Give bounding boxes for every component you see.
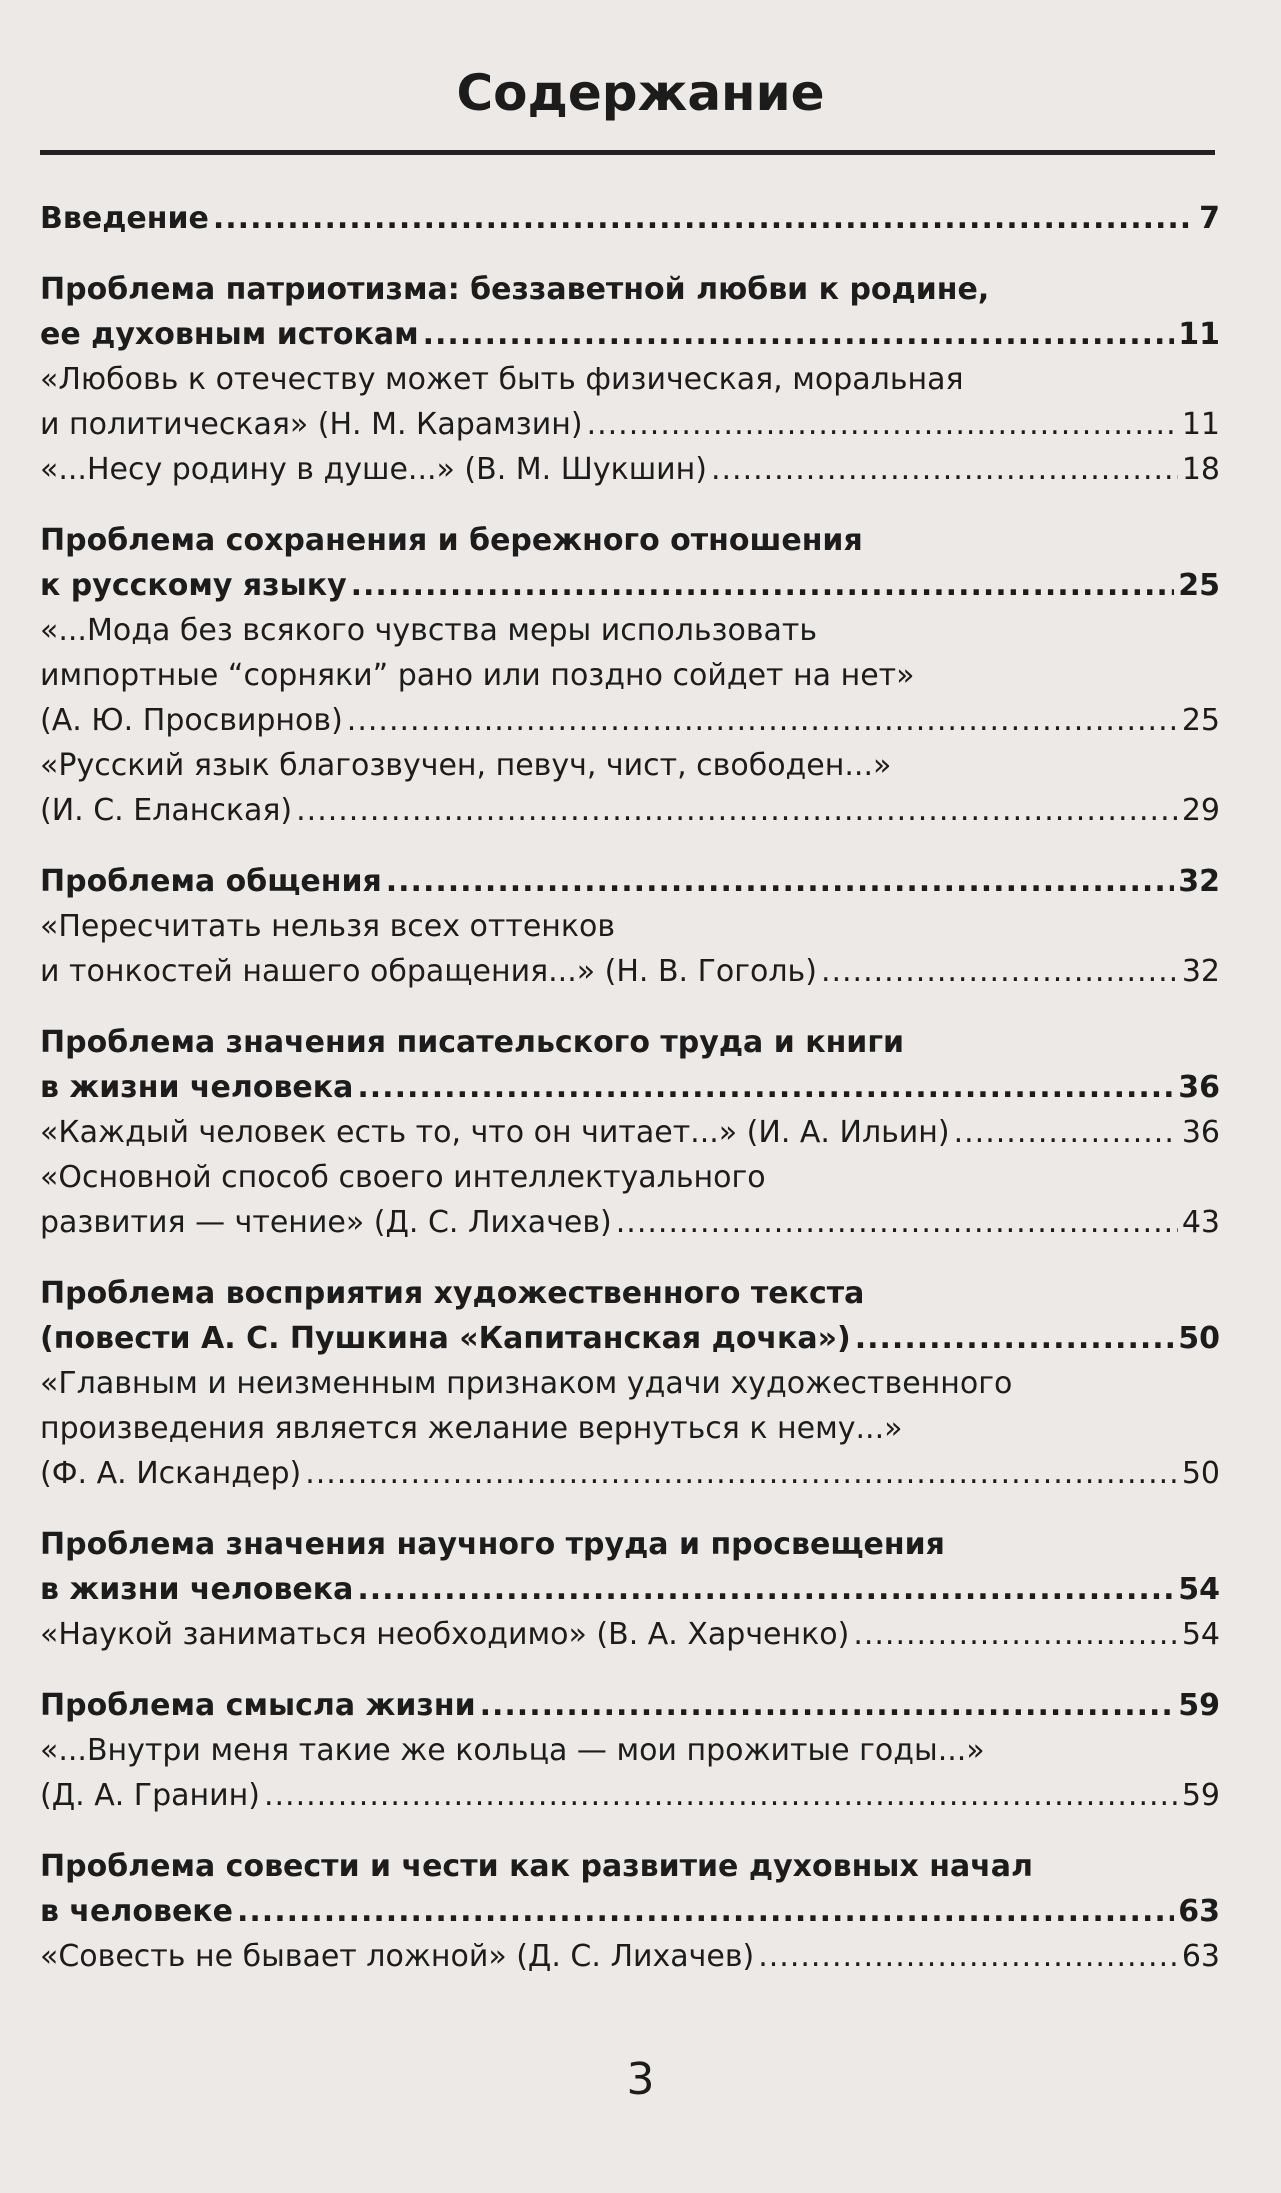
toc-entry-line: [40, 1200, 1220, 1245]
toc-line-text: «Русский язык благозвучен, певуч, чист, свободен...»: [40, 748, 892, 783]
toc-line-text: ее духовным истокам: [40, 317, 419, 352]
dot-leader: [821, 949, 1178, 994]
toc-heading-line: [40, 1889, 1220, 1934]
toc-page-number: 59: [1181, 1778, 1220, 1813]
toc-page-number: 54: [1181, 1617, 1220, 1652]
dot-leader: [347, 698, 1178, 743]
toc-heading-line: [40, 1271, 1220, 1316]
page-title: Содержание: [456, 64, 825, 122]
toc-entry-line: [40, 1361, 1220, 1406]
toc-line-text: (Д. А. Гранин): [40, 1778, 260, 1813]
toc-line-text: в жизни человека: [40, 1572, 354, 1607]
toc-line-text: произведения является желание вернуться к нему...»: [40, 1411, 903, 1446]
toc-line-text: в жизни человека: [40, 1070, 354, 1105]
toc-entry-line: [40, 788, 1220, 833]
toc-heading-line: [40, 312, 1220, 357]
toc-heading-line: [40, 1567, 1220, 1612]
toc-line-text: «...Внутри меня такие же кольца — мои прожитые годы...»: [40, 1733, 985, 1768]
dot-leader: [264, 1773, 1178, 1818]
toc-heading-line: [40, 1065, 1220, 1110]
toc-line-text: «Совесть не бывает ложной» (Д. С. Лихачев): [40, 1939, 755, 1974]
toc-line-text: Проблема патриотизма: беззаветной любви к родине,: [40, 272, 990, 307]
toc-entry-line: [40, 447, 1220, 492]
toc-section: [40, 267, 1220, 492]
toc-entry-line: [40, 743, 1220, 788]
dot-leader: [855, 1316, 1175, 1361]
toc-line-text: (Ф. А. Искандер): [40, 1456, 302, 1491]
toc-heading-line: [40, 1683, 1220, 1728]
dot-leader: [711, 447, 1178, 492]
toc-heading-line: [40, 563, 1220, 608]
toc-entry-line: [40, 608, 1220, 653]
dot-leader: [587, 402, 1178, 447]
toc-line-text: (А. Ю. Просвирнов): [40, 703, 343, 738]
toc-heading-line: [40, 196, 1220, 241]
toc-line-text: «Наукой заниматься необходимо» (В. А. Харченко): [40, 1617, 850, 1652]
page-number: 3: [626, 2054, 655, 2105]
toc-section: [40, 196, 1220, 241]
dot-leader: [758, 1934, 1178, 1979]
toc-page-number: 32: [1181, 954, 1220, 989]
toc-line-text: и политическая» (Н. М. Карамзин): [40, 407, 583, 442]
toc-entry-line: [40, 357, 1220, 402]
dot-leader: [213, 196, 1195, 241]
dot-leader: [351, 563, 1175, 608]
dot-leader: [357, 1567, 1174, 1612]
toc-page-number: 25: [1178, 568, 1220, 603]
dot-leader: [423, 312, 1175, 357]
toc-line-text: Проблема смысла жизни: [40, 1688, 476, 1723]
toc-entry-line: [40, 949, 1220, 994]
toc-page-number: 29: [1181, 793, 1220, 828]
toc-line-text: импортные “сорняки” рано или поздно сойдет на нет»: [40, 658, 915, 693]
toc-line-text: «Любовь к отечеству может быть физическая, моральная: [40, 362, 964, 397]
toc-line-text: «Каждый человек есть то, что он читает...» (И. А. Ильин): [40, 1115, 950, 1150]
toc-line-text: Проблема совести и чести как развитие духовных начал: [40, 1849, 1034, 1884]
toc-line-text: Проблема значения писательского труда и книги: [40, 1025, 905, 1060]
toc-line-text: «...Мода без всякого чувства меры использовать: [40, 613, 818, 648]
toc-entry-line: [40, 1406, 1220, 1451]
dot-leader: [853, 1612, 1178, 1657]
toc-entry-line: [40, 698, 1220, 743]
toc-section: [40, 859, 1220, 994]
toc-entry-line: [40, 1934, 1220, 1979]
toc-page-number: 32: [1178, 864, 1220, 899]
toc-entry-line: [40, 1451, 1220, 1496]
toc-line-text: (И. С. Еланская): [40, 793, 293, 828]
toc-entry-line: [40, 1110, 1220, 1155]
toc-entry-line: [40, 402, 1220, 447]
toc-section: [40, 1020, 1220, 1245]
toc-page-number: 7: [1199, 201, 1220, 236]
toc-page-number: 63: [1181, 1939, 1220, 1974]
toc-line-text: «...Несу родину в душе...» (В. М. Шукшин): [40, 452, 707, 487]
toc-section: [40, 1522, 1220, 1657]
toc-page-number: 63: [1178, 1894, 1220, 1929]
toc-page-number: 59: [1178, 1688, 1220, 1723]
dot-leader: [237, 1889, 1174, 1934]
toc-page-number: 36: [1178, 1070, 1220, 1105]
toc-line-text: к русскому языку: [40, 568, 347, 603]
toc-page-number: 50: [1178, 1321, 1220, 1356]
toc-heading-line: [40, 518, 1220, 563]
toc-line-text: Введение: [40, 201, 209, 236]
dot-leader: [296, 788, 1178, 833]
title-rule: [40, 150, 1215, 155]
toc-entry-line: [40, 1728, 1220, 1773]
toc-page-number: 43: [1181, 1205, 1220, 1240]
toc-line-text: (повести А. С. Пушкина «Капитанская дочка»): [40, 1321, 851, 1356]
toc-heading-line: [40, 1020, 1220, 1065]
toc-line-text: Проблема восприятия художественного текста: [40, 1276, 865, 1311]
dot-leader: [357, 1065, 1174, 1110]
toc-section: [40, 1683, 1220, 1818]
dot-leader: [616, 1200, 1178, 1245]
toc-page-number: 11: [1178, 317, 1220, 352]
toc-line-text: «Основной способ своего интеллектуального: [40, 1160, 766, 1195]
table-of-contents: [40, 196, 1220, 2005]
toc-entry-line: [40, 1155, 1220, 1200]
toc-page-number: 54: [1178, 1572, 1220, 1607]
toc-line-text: «Пересчитать нельзя всех оттенков: [40, 909, 616, 944]
toc-page-number: 18: [1181, 452, 1220, 487]
toc-entry-line: [40, 1773, 1220, 1818]
toc-section: [40, 1844, 1220, 1979]
dot-leader: [305, 1451, 1178, 1496]
toc-line-text: «Главным и неизменным признаком удачи художественного: [40, 1366, 1013, 1401]
toc-page-number: 50: [1181, 1456, 1220, 1491]
toc-line-text: в человеке: [40, 1894, 233, 1929]
dot-leader: [480, 1683, 1175, 1728]
toc-entry-line: [40, 1612, 1220, 1657]
toc-heading-line: [40, 1316, 1220, 1361]
dot-leader: [386, 859, 1175, 904]
toc-page-number: 36: [1181, 1115, 1220, 1150]
toc-entry-line: [40, 653, 1220, 698]
toc-line-text: Проблема общения: [40, 864, 382, 899]
toc-line-text: и тонкостей нашего обращения...» (Н. В. Гоголь): [40, 954, 817, 989]
toc-heading-line: [40, 267, 1220, 312]
toc-page-number: 25: [1181, 703, 1220, 738]
toc-heading-line: [40, 1844, 1220, 1889]
dot-leader: [954, 1110, 1178, 1155]
toc-line-text: Проблема сохранения и бережного отношения: [40, 523, 863, 558]
toc-page-number: 11: [1181, 407, 1220, 442]
toc-line-text: Проблема значения научного труда и просвещения: [40, 1527, 945, 1562]
toc-section: [40, 518, 1220, 833]
toc-line-text: развития — чтение» (Д. С. Лихачев): [40, 1205, 612, 1240]
toc-entry-line: [40, 904, 1220, 949]
toc-section: [40, 1271, 1220, 1496]
toc-heading-line: [40, 859, 1220, 904]
toc-heading-line: [40, 1522, 1220, 1567]
